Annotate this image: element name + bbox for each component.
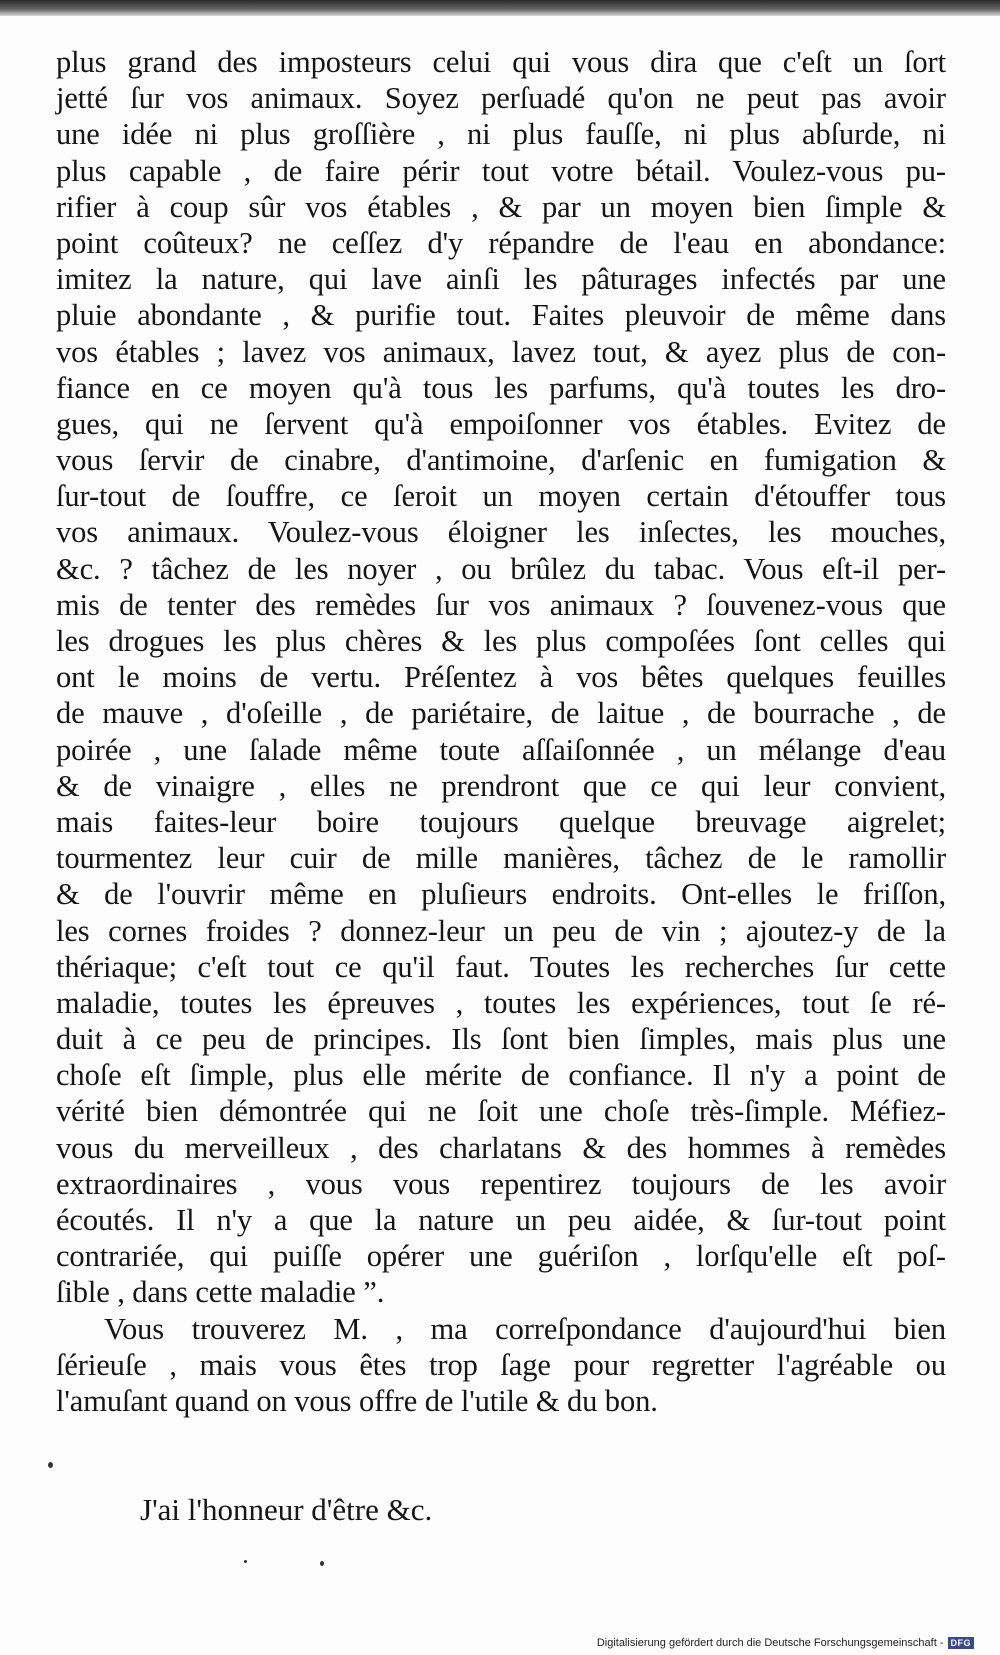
text-line: gues, qui ne ſervent qu'à empoiſonner vos étables. Evitez de bbox=[56, 406, 946, 441]
text-line: contrariée, qui puiſſe opérer une guériſon , lorſqu'elle eſt poſ- bbox=[56, 1239, 946, 1274]
text-line: choſe eſt ſimple, plus elle mérite de confiance. Il n'y a point de bbox=[56, 1058, 946, 1093]
text-line: plus grand des imposteurs celui qui vous dira que c'eſt un ſort bbox=[56, 45, 946, 79]
text-line: les drogues les plus chères & les plus compoſées ſont celles qui bbox=[56, 624, 946, 658]
text-line: fiance en ce moyen qu'à tous les parfums, qu'à toutes les dro- bbox=[56, 370, 946, 405]
text-line: pluie abondante , & purifie tout. Faites pleuvoir de même dans bbox=[56, 298, 946, 333]
text-line: ſible , dans cette maladie ”. bbox=[56, 1275, 385, 1310]
text-line: &c. ? tâchez de les noyer , ou brûlez du tabac. Vous eſt-il per- bbox=[56, 551, 946, 586]
text-line: duit à ce peu de principes. Ils ſont bien ſimples, mais plus une bbox=[56, 1022, 946, 1057]
text-line: l'amuſant quand on vous offre de l'utile & du bon. bbox=[56, 1383, 658, 1418]
ink-speck bbox=[320, 1561, 324, 1566]
closing-line: J'ai l'honneur d'être &c. bbox=[140, 1492, 433, 1527]
text-line: extraordinaires , vous vous repentirez toujours de les avoir bbox=[56, 1166, 946, 1201]
text-line: Vous trouverez M. , ma correſpondance d'aujourd'hui bien bbox=[104, 1311, 946, 1346]
text-line: ſur-tout de ſouffre, ce ſeroit un moyen certain d'étouffer tous bbox=[56, 479, 946, 514]
text-line: mais faites-leur boire toujours quelque breuvage aigrelet; bbox=[56, 804, 946, 839]
text-line: jetté ſur vos animaux. Soyez perſuadé qu'on ne peut pas avoir bbox=[56, 81, 946, 116]
scan-top-edge bbox=[0, 0, 1000, 16]
text-line: vérité bien démontrée qui ne ſoit une choſe très-ſimple. Méfiez- bbox=[56, 1094, 946, 1129]
text-line: de mauve , d'oſeille , de pariétaire, de laitue , de bourrache , de bbox=[56, 696, 946, 731]
body-text bbox=[56, 44, 946, 1419]
text-line: écoutés. Il n'y a que la nature un peu aidée, & ſur-tout point bbox=[56, 1203, 946, 1237]
digitization-credit bbox=[597, 1637, 974, 1649]
text-line: tourmentez leur cuir de mille manières, tâchez de le ramollir bbox=[56, 841, 946, 876]
text-line: & de vinaigre , elles ne prendront que ce qui leur convient, bbox=[56, 768, 946, 803]
text-line: ſérieuſe , mais vous êtes trop ſage pour regretter l'agréable ou bbox=[56, 1347, 946, 1382]
text-line: vos animaux. Voulez-vous éloigner les inſectes, les mouches, bbox=[56, 515, 946, 550]
text-line: rifier à coup sûr vos étables , & par un moyen bien ſimple & bbox=[56, 189, 946, 224]
text-line: vous ſervir de cinabre, d'antimoine, d'arſenic en fumigation & bbox=[56, 443, 946, 478]
text-line: imitez la nature, qui lave ainſi les pâturages infectés par une bbox=[56, 262, 946, 297]
text-line: ont le moins de vertu. Préſentez à vos bêtes quelques feuilles bbox=[56, 660, 946, 695]
text-line: mis de tenter des remèdes ſur vos animaux ? ſouvenez-vous que bbox=[56, 587, 946, 622]
text-line: les cornes froides ? donnez-leur un peu de vin ; ajoutez-y de la bbox=[56, 913, 946, 948]
text-line: une idée ni plus groſſière , ni plus fauſſe, ni plus abſurde, ni bbox=[56, 117, 946, 152]
text-line: point coûteux? ne ceſſez d'y répandre de l'eau en abondance: bbox=[56, 225, 946, 260]
dfg-logo-icon: DFG bbox=[948, 1637, 975, 1649]
text-line: maladie, toutes les épreuves , toutes les expériences, tout ſe ré- bbox=[56, 985, 946, 1020]
text-line: vos étables ; lavez vos animaux, lavez tout, & ayez plus de con- bbox=[56, 334, 946, 369]
text-line: thériaque; c'eſt tout ce qu'il faut. Toutes les recherches ſur cette bbox=[56, 949, 946, 984]
text-line: vous du merveilleux , des charlatans & des hommes à remèdes bbox=[56, 1130, 946, 1165]
text-line: poirée , une ſalade même toute aſſaiſonnée , un mélange d'eau bbox=[56, 732, 946, 767]
text-line: & de l'ouvrir même en pluſieurs endroits. Ont-elles le friſſon, bbox=[56, 877, 946, 912]
text-line: plus capable , de faire périr tout votre bétail. Voulez-vous pu- bbox=[56, 153, 946, 188]
credit-text: Digitalisierung gefördert durch die Deutsche Forschungsgemeinschaft - bbox=[596, 1637, 944, 1649]
ink-speck bbox=[48, 1462, 53, 1468]
ink-speck bbox=[244, 1560, 247, 1563]
